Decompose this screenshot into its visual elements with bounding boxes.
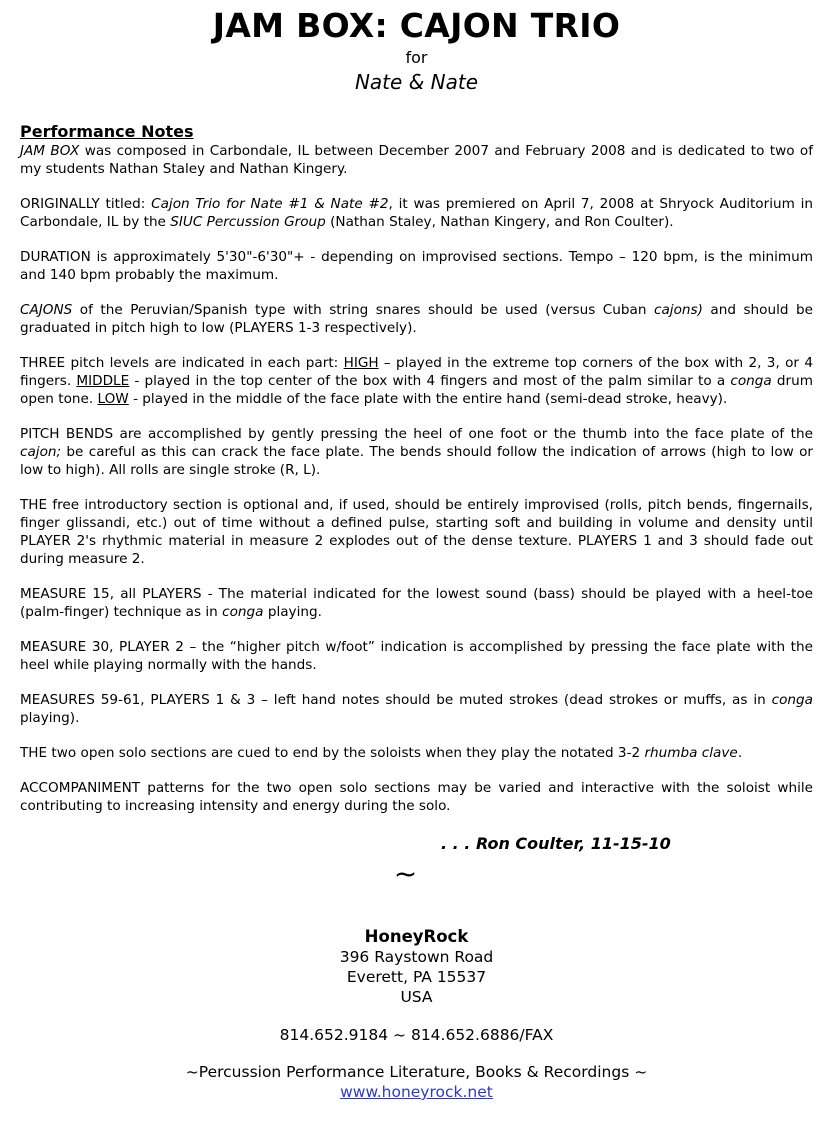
note-paragraph-8: MEASURE 15, all PLAYERS - The material indicated for the lowest sound (bass) should be played with a heel-toe (palm-finger) technique as in conga playing. [20,586,813,620]
note-paragraph-1: JAM BOX was composed in Carbondale, IL between December 2007 and February 2008 and is dedicated to two of my students Nathan Staley and Nathan Kingery. [20,143,813,177]
dedication: Nate & Nate [354,70,479,94]
note-paragraph-4: CAJONS of the Peruvian/Spanish type with string snares should be used (versus Cuban cajons) and should be graduated in pitch high to low (PLAYERS 1-3 respectively). [20,302,813,336]
note-paragraph-3: DURATION is approximately 5'30"-6'30"+ - depending on improvised sections. Tempo – 120 bpm, is the minimum and 140 bpm probably the maximum. [20,249,813,283]
note-paragraph-2: ORIGINALLY titled: Cajon Trio for Nate #1 & Nate #2, it was premiered on April 7, 2008 at Shryock Auditorium in Carbondale, IL by the SIUC Percussion Group (Nathan Staley, Nathan Kingery, and Ron Coulter). [20,196,813,230]
publisher-website-link[interactable]: www.honeyrock.net [340,1083,493,1101]
note-paragraph-5: THREE pitch levels are indicated in each part: HIGH – played in the extreme top corners of the box with 2, 3, or 4 fingers. MIDDLE - played in the top center of the box with 4 fingers and most of the palm similar to a conga drum open tone. LOW - played in the middle of the face plate with the entire hand (semi-dead stroke, heavy). [20,355,813,407]
document-page [20,0,813,1102]
publisher-country: USA [400,988,433,1006]
note-paragraph-9: MEASURE 30, PLAYER 2 – the “higher pitch w/foot” indication is accomplished by pressing the face plate with the heel while playing normally with the hands. [20,639,813,673]
publisher-phone: 814.652.9184 ~ 814.652.6886/FAX [279,1026,554,1044]
composer-signature: . . . Ron Coulter, 11-15-10 [441,834,671,853]
page-title: JAM BOX: CAJON TRIO [212,6,621,45]
publisher-block [20,927,813,1102]
publisher-name: HoneyRock [364,927,469,946]
publisher-tagline: ~Percussion Performance Literature, Books & Recordings ~ [185,1063,648,1081]
note-paragraph-11: THE two open solo sections are cued to end by the soloists when they play the notated 3-2 rhumba clave. [20,745,743,761]
tilde-divider: ~ [393,857,418,890]
note-paragraph-6: PITCH BENDS are accomplished by gently pressing the heel of one foot or the thumb into the face plate of the cajon; be careful as this can crack the face plate. The bends should follow the indication of arrows (high to low or low to high). All rolls are single stroke (R, L). [20,426,813,478]
performance-notes-heading: Performance Notes [20,122,194,141]
note-paragraph-10: MEASURES 59-61, PLAYERS 1 & 3 – left hand notes should be muted strokes (dead strokes or muffs, as in conga playing). [20,692,813,726]
publisher-address-line-1: 396 Raystown Road [339,948,494,966]
publisher-address-line-2: Everett, PA 15537 [346,968,487,986]
note-paragraph-7: THE free introductory section is optional and, if used, should be entirely improvised (rolls, pitch bends, fingernails, finger glissandi, etc.) out of time without a defined pulse, starting soft and building in volume and density until PLAYER 2's rhythmic material in measure 2 explodes out of the dense texture. PLAYERS 1 and 3 should fade out during measure 2. [20,497,813,567]
note-paragraph-12: ACCOMPANIMENT patterns for the two open solo sections may be varied and interactive with the soloist while contributing to increasing intensity and energy during the solo. [20,780,813,814]
for-label: for [405,48,428,67]
